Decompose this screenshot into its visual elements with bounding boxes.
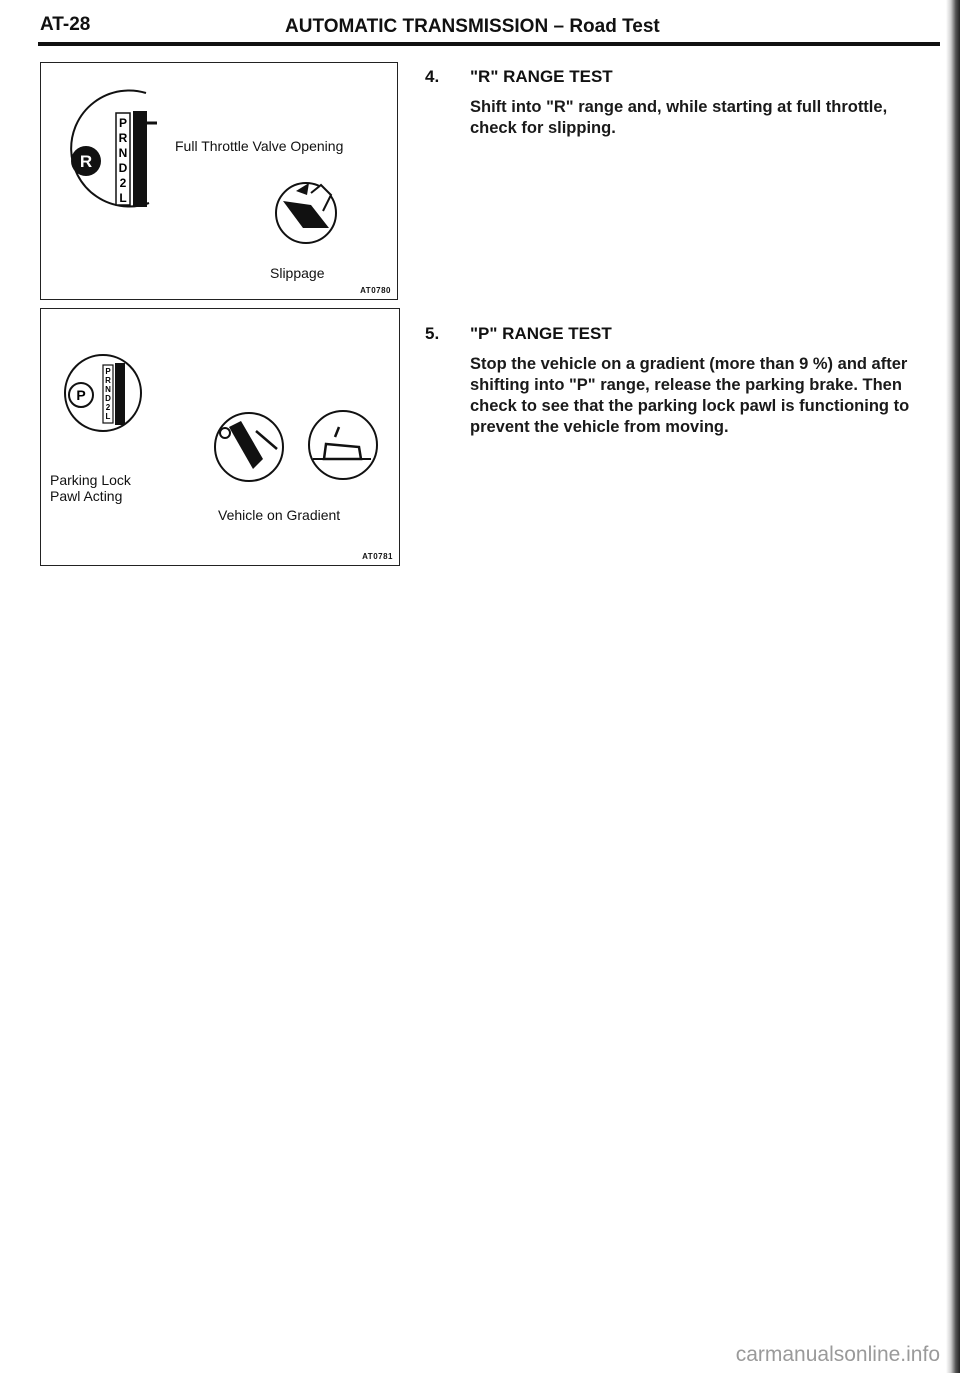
gate-position-r: R [118, 131, 128, 145]
figure-code: AT0781 [362, 552, 393, 561]
brake-knob-icon [220, 428, 230, 438]
gate-position-2: 2 [119, 176, 127, 190]
section-heading [425, 324, 930, 344]
gate-position-2: 2 [105, 403, 111, 412]
gate-position-l: L [119, 191, 127, 205]
gate-position-l: L [105, 412, 111, 421]
section-number: 4. [425, 67, 440, 86]
label-vehicle-on-gradient: Vehicle on Gradient [218, 507, 341, 523]
title-sub: Road Test [569, 16, 660, 37]
gate-position-p: P [105, 367, 111, 376]
label-slippage: Slippage [270, 265, 325, 281]
header-rule [38, 42, 940, 46]
shift-lever-icon [133, 111, 147, 207]
label-parking-lock-line2: Pawl Acting [50, 488, 123, 504]
running-title [285, 16, 660, 38]
label-parking-lock-line1: Parking Lock [50, 472, 131, 488]
selector-badge-letter: P [76, 387, 86, 403]
page-edge-shadow [946, 0, 960, 1373]
label-parking-lock [50, 472, 131, 504]
section-body: Stop the vehicle on a gradient (more than 9 %) and after shifting into "P" range, release the parking brake. Then check to see that the parking lock pawl is functioning to prevent the vehicle from moving. [470, 355, 910, 436]
section-title: "R" RANGE TEST [470, 67, 613, 86]
vehicle-icon [324, 444, 361, 459]
title-main: AUTOMATIC TRANSMISSION [285, 16, 549, 37]
figure-r-range [40, 62, 398, 300]
gate-position-r: R [105, 376, 111, 385]
section-r-range-test [425, 67, 930, 139]
section-heading [425, 67, 930, 87]
section-title: "P" RANGE TEST [470, 324, 612, 343]
footer-watermark: carmanualsonline.info [735, 1343, 940, 1366]
figure-p-range [40, 308, 400, 566]
gate-position-d: D [105, 394, 111, 403]
gate-position-p: P [118, 116, 128, 130]
figure-p-range-illustration [41, 309, 399, 565]
gate-position-n: N [105, 385, 111, 394]
section-body: Shift into "R" range and, while starting at full throttle, check for slipping. [470, 98, 888, 137]
section-p-range-test [425, 324, 930, 438]
figure-r-range-illustration [41, 63, 397, 299]
selector-badge-letter: R [79, 152, 93, 171]
gate-position-n: N [118, 146, 128, 160]
page-number: AT-28 [40, 14, 91, 35]
section-number: 5. [425, 324, 440, 343]
label-full-throttle: Full Throttle Valve Opening [175, 138, 344, 154]
shift-lever-icon [115, 363, 125, 425]
gate-position-d: D [118, 161, 128, 175]
figure-code: AT0780 [360, 286, 391, 295]
title-separator: – [548, 16, 570, 37]
